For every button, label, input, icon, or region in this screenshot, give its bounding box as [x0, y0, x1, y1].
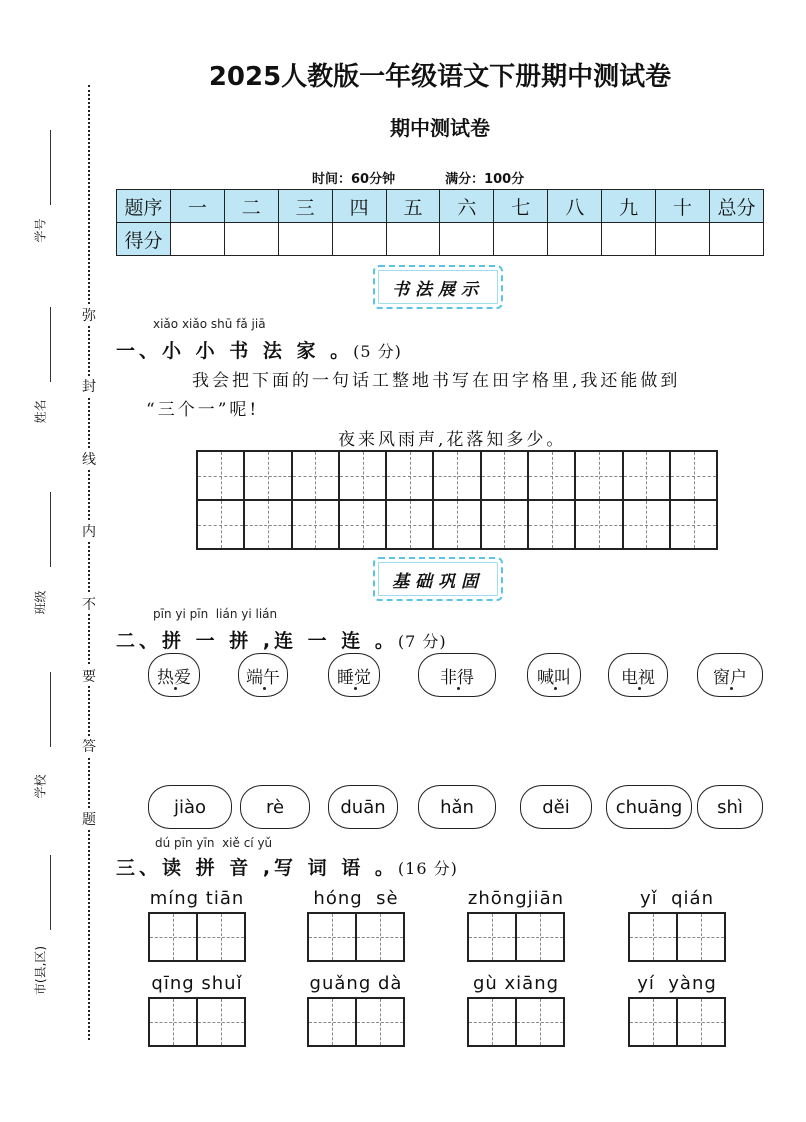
write-cell[interactable]: [356, 998, 404, 1046]
tianzige-cell[interactable]: [339, 451, 386, 500]
score-cell[interactable]: [224, 223, 278, 256]
write-cell[interactable]: [197, 998, 245, 1046]
write-item: [467, 973, 565, 1047]
class-label: 班级: [33, 590, 48, 615]
connect-dot[interactable]: [638, 687, 641, 690]
pinyin-cloud[interactable]: [520, 785, 592, 829]
section3-pinyin: dú pīn yīn xiě cí yǔ: [155, 836, 273, 850]
pinyin-text: děi: [542, 796, 570, 818]
tianzige-cell[interactable]: [623, 500, 670, 549]
pinyin-text: duān: [340, 796, 386, 818]
section2-points: (7 分): [397, 632, 447, 651]
tianzige-cell[interactable]: [575, 500, 622, 549]
column-header: 五: [386, 190, 440, 223]
write-item: [148, 888, 246, 962]
tianzige-cell[interactable]: [197, 500, 244, 549]
write-box[interactable]: [467, 912, 565, 962]
write-cell[interactable]: [149, 913, 197, 961]
write-box[interactable]: [307, 997, 405, 1047]
basics-banner: 基础巩固: [373, 557, 503, 601]
student-id-label: 学号: [33, 218, 48, 243]
pinyin-cloud[interactable]: [328, 785, 398, 829]
score-table: [116, 189, 764, 256]
school-line[interactable]: [50, 672, 51, 747]
connect-dot[interactable]: [457, 687, 460, 690]
tianzige-cell[interactable]: [292, 500, 339, 549]
tianzige-cell[interactable]: [244, 500, 291, 549]
tianzige-cell[interactable]: [244, 451, 291, 500]
column-header: 十: [656, 190, 710, 223]
word-cloud[interactable]: [148, 653, 200, 697]
write-item-pinyin: zhōngjiān: [467, 888, 565, 909]
score-table-header-row: [117, 190, 764, 223]
school-label: 学校: [33, 774, 48, 799]
column-header: 四: [332, 190, 386, 223]
write-cell[interactable]: [197, 913, 245, 961]
section2-heading: [116, 626, 447, 653]
section1-instruction-1: 我会把下面的一句话工整地书写在田字格里,我还能做到: [192, 371, 681, 391]
write-item-pinyin: yí yàng: [637, 973, 717, 994]
student-id-line[interactable]: [50, 130, 51, 205]
time-label: 时间：60分钟: [312, 172, 396, 187]
seal-char: 不: [78, 594, 100, 614]
column-header: 一: [170, 190, 224, 223]
tianzige-cell[interactable]: [528, 451, 575, 500]
connect-dot[interactable]: [554, 687, 557, 690]
column-header: 七: [494, 190, 548, 223]
pinyin-text: chuāng: [615, 796, 683, 818]
section3-points: (16 分): [397, 859, 458, 878]
tianzige-cell[interactable]: [575, 451, 622, 500]
word-text: 睡觉: [337, 667, 371, 688]
write-item-pinyin: qīng shuǐ: [151, 973, 243, 994]
name-line[interactable]: [50, 307, 51, 382]
tianzige-cell[interactable]: [670, 451, 717, 500]
section1-instruction-2: “三个一”呢!: [146, 400, 260, 420]
write-cell[interactable]: [677, 913, 725, 961]
pinyin-cloud[interactable]: [418, 785, 496, 829]
score-cell[interactable]: [386, 223, 440, 256]
score-table-score-row: [117, 223, 764, 256]
column-header: 三: [278, 190, 332, 223]
word-cloud[interactable]: [238, 653, 288, 697]
write-cell[interactable]: [356, 913, 404, 961]
tianzige-cell[interactable]: [623, 451, 670, 500]
pinyin-text: jiào: [173, 796, 207, 818]
tianzige-cell[interactable]: [386, 500, 433, 549]
write-item: [307, 973, 405, 1047]
write-cell[interactable]: [308, 913, 356, 961]
pinyin-cloud[interactable]: [697, 785, 763, 829]
column-header: 八: [548, 190, 602, 223]
page-title: 2025人教版一年级语文下册期中测试卷: [208, 62, 672, 92]
word-text: 窗户: [713, 667, 747, 688]
column-header: 六: [440, 190, 494, 223]
write-item-pinyin: yǐ qián: [640, 888, 714, 909]
seal-char: 内: [78, 521, 100, 541]
write-item: [148, 973, 246, 1047]
write-box[interactable]: [148, 997, 246, 1047]
pinyin-text: rè: [265, 796, 285, 818]
section1-points: (5 分): [353, 342, 402, 361]
word-cloud[interactable]: [418, 653, 496, 697]
tianzige-cell[interactable]: [292, 451, 339, 500]
tianzige-cell[interactable]: [528, 500, 575, 549]
pinyin-text: shì: [717, 796, 743, 818]
write-item-pinyin: míng tiān: [149, 888, 245, 909]
score-cell[interactable]: [332, 223, 386, 256]
score-cell[interactable]: [602, 223, 656, 256]
seal-char: 线: [78, 449, 100, 469]
score-cell[interactable]: [170, 223, 224, 256]
seal-dotted-line: [88, 85, 90, 1040]
city-label: 市(县,区): [33, 945, 48, 996]
word-text: 电视: [621, 667, 655, 688]
tianzige-cell[interactable]: [670, 500, 717, 549]
connect-dot[interactable]: [263, 687, 266, 690]
score-cell[interactable]: [656, 223, 710, 256]
write-cell[interactable]: [468, 998, 516, 1046]
pinyin-cloud[interactable]: [148, 785, 232, 829]
word-text: 热爱: [157, 667, 191, 688]
exam-info: [312, 168, 524, 187]
column-header: 总分: [709, 190, 763, 223]
section3-heading: [116, 853, 458, 880]
section1-pinyin: xiǎo xiǎo shū fǎ jiā: [153, 317, 266, 331]
write-item-pinyin: guǎng dà: [309, 973, 403, 994]
word-cloud[interactable]: [328, 653, 380, 697]
tianzige-cell[interactable]: [386, 451, 433, 500]
tianzige-grid[interactable]: [196, 450, 718, 550]
section1-sentence: 夜来风雨声,花落知多少。: [338, 430, 567, 450]
section1-title: 一、小 小 书 法 家 。: [116, 340, 354, 362]
write-cell[interactable]: [516, 913, 564, 961]
write-cell[interactable]: [308, 998, 356, 1046]
write-cell[interactable]: [149, 998, 197, 1046]
seal-char: 要: [78, 666, 100, 686]
full-score-label: 满分：100分: [445, 172, 525, 187]
write-box[interactable]: [467, 997, 565, 1047]
write-item: [628, 888, 726, 962]
section2-title: 二、拼 一 拼 ,连 一 连 。: [116, 630, 398, 652]
tianzige-cell[interactable]: [433, 500, 480, 549]
tianzige-cell[interactable]: [481, 500, 528, 549]
write-item-pinyin: hóng sè: [313, 888, 399, 909]
question-number-label: 题序: [117, 190, 171, 223]
write-item-pinyin: gù xiāng: [472, 973, 560, 994]
tianzige-cell[interactable]: [339, 500, 386, 549]
connect-dot[interactable]: [730, 687, 733, 690]
pinyin-cloud[interactable]: [606, 785, 692, 829]
section3-title: 三、读 拼 音 ,写 词 语 。: [116, 857, 398, 879]
section2-pinyin: pīn yi pīn lián yi lián: [153, 607, 278, 621]
word-cloud[interactable]: [608, 653, 668, 697]
seal-char: 题: [78, 809, 100, 829]
score-cell[interactable]: [278, 223, 332, 256]
write-box[interactable]: [628, 912, 726, 962]
score-cell[interactable]: [548, 223, 602, 256]
name-label: 姓名: [33, 399, 48, 424]
write-cell[interactable]: [468, 913, 516, 961]
city-line[interactable]: [50, 855, 51, 930]
class-line[interactable]: [50, 492, 51, 567]
calligraphy-banner: 书法展示: [373, 265, 503, 309]
seal-char: 答: [78, 736, 100, 756]
write-cell[interactable]: [629, 913, 677, 961]
column-header: 九: [602, 190, 656, 223]
page-subtitle: 期中测试卷: [390, 116, 490, 140]
pinyin-text: hǎn: [440, 796, 474, 818]
tianzige-cell[interactable]: [433, 451, 480, 500]
connect-dot[interactable]: [354, 687, 357, 690]
write-box[interactable]: [148, 912, 246, 962]
write-cell[interactable]: [516, 998, 564, 1046]
word-text: 端午: [246, 667, 280, 688]
score-cell[interactable]: [494, 223, 548, 256]
word-cloud[interactable]: [697, 653, 763, 697]
write-cell[interactable]: [677, 998, 725, 1046]
column-header: 二: [224, 190, 278, 223]
tianzige-cell[interactable]: [197, 451, 244, 500]
word-text: 喊叫: [537, 667, 571, 688]
write-box[interactable]: [307, 912, 405, 962]
write-item: [628, 973, 726, 1047]
write-cell[interactable]: [629, 998, 677, 1046]
score-cell[interactable]: [440, 223, 494, 256]
write-item: [467, 888, 565, 962]
seal-char: 弥: [78, 305, 100, 325]
score-cell[interactable]: [709, 223, 763, 256]
word-text: 非得: [440, 667, 474, 688]
word-cloud[interactable]: [527, 653, 581, 697]
connect-dot[interactable]: [174, 687, 177, 690]
write-item: [307, 888, 405, 962]
pinyin-cloud[interactable]: [240, 785, 310, 829]
write-box[interactable]: [628, 997, 726, 1047]
tianzige-cell[interactable]: [481, 451, 528, 500]
seal-char: 封: [78, 376, 100, 396]
section1-heading: [116, 336, 402, 363]
score-label: 得分: [117, 223, 171, 256]
